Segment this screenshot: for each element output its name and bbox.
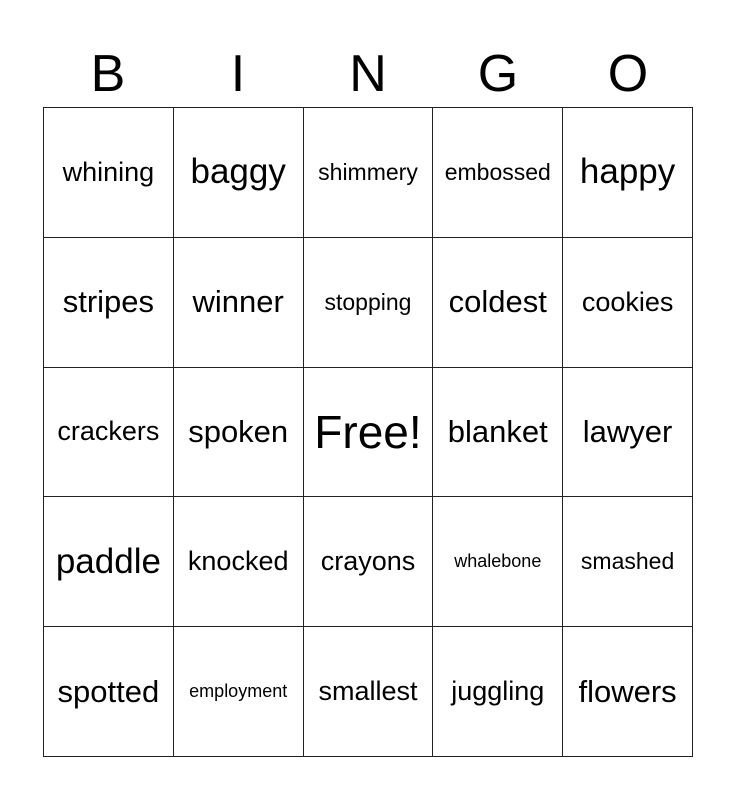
- bingo-cell: crackers: [44, 368, 174, 498]
- bingo-cell: knocked: [174, 497, 304, 627]
- bingo-cell: shimmery: [304, 108, 434, 238]
- bingo-header: [43, 42, 693, 106]
- bingo-cell: juggling: [433, 627, 563, 757]
- header-letter-g: G: [477, 45, 519, 103]
- header-letter-i: I: [230, 45, 246, 103]
- bingo-cell: winner: [174, 238, 304, 368]
- free-space-cell: Free!: [304, 368, 434, 498]
- bingo-cell: crayons: [304, 497, 434, 627]
- bingo-cell: embossed: [433, 108, 563, 238]
- bingo-cell: spotted: [44, 627, 174, 757]
- bingo-cell: coldest: [433, 238, 563, 368]
- bingo-cell: happy: [563, 108, 693, 238]
- bingo-cell: employment: [174, 627, 304, 757]
- bingo-grid: [43, 107, 693, 757]
- bingo-cell: flowers: [563, 627, 693, 757]
- bingo-cell: baggy: [174, 108, 304, 238]
- header-letter-o: O: [607, 45, 649, 103]
- bingo-cell: paddle: [44, 497, 174, 627]
- bingo-cell: smashed: [563, 497, 693, 627]
- bingo-cell: smallest: [304, 627, 434, 757]
- header-letter-b: B: [90, 45, 126, 103]
- bingo-cell: whining: [44, 108, 174, 238]
- header-letter-n: N: [349, 45, 387, 103]
- bingo-cell: stopping: [304, 238, 434, 368]
- bingo-cell: stripes: [44, 238, 174, 368]
- bingo-cell: spoken: [174, 368, 304, 498]
- bingo-cell: lawyer: [563, 368, 693, 498]
- bingo-cell: whalebone: [433, 497, 563, 627]
- bingo-cell: cookies: [563, 238, 693, 368]
- bingo-cell: blanket: [433, 368, 563, 498]
